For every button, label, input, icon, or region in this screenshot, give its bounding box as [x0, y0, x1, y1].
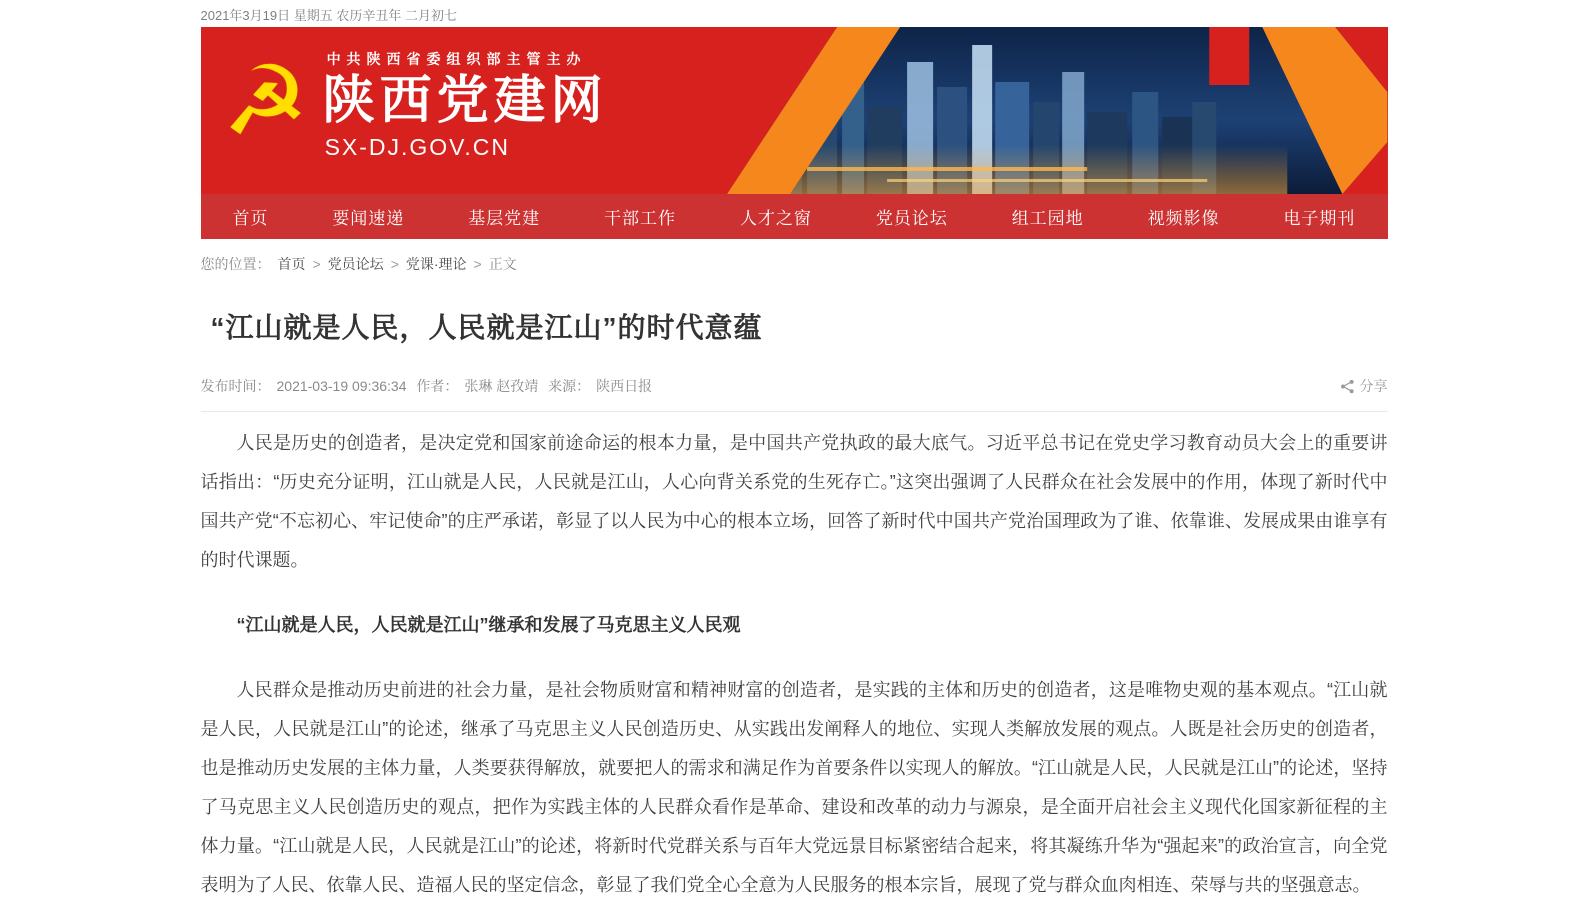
breadcrumb-separator: >: [390, 256, 399, 272]
site-header-banner: [201, 27, 1388, 194]
author-label: 作者：: [416, 378, 459, 394]
main-nav: [201, 194, 1388, 239]
nav-item-org-garden[interactable]: 组工园地: [1011, 209, 1084, 228]
breadcrumb-separator: >: [473, 256, 482, 272]
nav-item-grassroots[interactable]: 基层党建: [468, 209, 541, 228]
site-name: 陕西党建网: [322, 72, 608, 130]
source-value: 陕西日报: [596, 378, 653, 394]
nav-item-talent[interactable]: 人才之窗: [739, 209, 812, 228]
supervisor-line: 中共陕西省委组织部主管主办: [326, 51, 587, 67]
share-button[interactable]: [1340, 376, 1388, 396]
publish-time-value: 2021-03-19 09:36:34: [276, 378, 407, 394]
breadcrumb-party-theory[interactable]: 党课·理论: [405, 256, 467, 272]
article-paragraph: 人民是历史的创造者，是决定党和国家前途命运的根本力量，是中国共产党执政的最大底气。习近平总书记在党史学习教育动员大会上的重要讲话指出：“历史充分证明，江山就是人民，人民就是江山，人心向背关系党的生死存亡。”这突出强调了人民群众在社会发展中的作用，体现了新时代中国共产党“不忘初心、牢记使命”的庄严承诺，彰显了以人民为中心的根本立场，回答了新时代中国共产党治国理政为了谁、依靠谁、发展成果由谁享有的时代课题。: [200, 433, 1388, 570]
hammer-sickle-icon: ☭: [222, 48, 309, 156]
nav-item-video[interactable]: 视频影像: [1147, 209, 1220, 228]
nav-item-cadre-work[interactable]: 干部工作: [604, 209, 677, 228]
breadcrumb-home[interactable]: 首页: [277, 256, 306, 272]
brand-text: [323, 43, 608, 161]
breadcrumb-separator: >: [312, 256, 321, 272]
page-container: [201, 0, 1388, 905]
breadcrumb-member-forum[interactable]: 党员论坛: [327, 256, 384, 272]
article-subheading: “江山就是人民，人民就是江山”继承和发展了马克思主义人民观: [236, 615, 741, 635]
nav-item-member-forum[interactable]: 党员论坛: [875, 209, 948, 228]
share-label: 分享: [1359, 378, 1388, 394]
breadcrumb-label: 您的位置：: [200, 256, 271, 272]
source-label: 来源：: [548, 378, 591, 394]
publish-time-label: 发布时间：: [200, 378, 271, 394]
article-meta: [201, 376, 659, 396]
share-icon: [1340, 379, 1355, 394]
article-meta-row: [201, 376, 1388, 412]
nav-item-ejournal[interactable]: 电子期刊: [1283, 209, 1356, 228]
date-line: 2021年3月19日 星期五 农历辛丑年 二月初七: [200, 8, 457, 23]
breadcrumb-current: 正文: [488, 256, 517, 272]
nav-item-home[interactable]: 首页: [232, 209, 269, 228]
nav-item-news[interactable]: 要闻速递: [332, 209, 405, 228]
article-title: “江山就是人民，人民就是江山”的时代意蕴: [210, 312, 763, 343]
article-body: [201, 424, 1388, 905]
site-domain: SX-DJ.GOV.CN: [324, 134, 511, 161]
article-paragraph: 人民群众是推动历史前进的社会力量，是社会物质财富和精神财富的创造者，是实践的主体和历史的创造者，这是唯物史观的基本观点。“江山就是人民，人民就是江山”的论述，继承了马克思主义人民创造历史、从实践出发阐释人的地位、实现人类解放发展的观点。人既是社会历史的创造者，也是推动历史发展的主体力量，人类要获得解放，就要把人的需求和满足作为首要条件以实现人的解放。“江山就是人民，人民就是江山”的论述，坚持了马克思主义人民创造历史的观点，把作为实践主体的人民群众看作是革命、建设和改革的动力与源泉，是全面开启社会主义现代化国家新征程的主体力量。“江山就是人民，人民就是江山”的论述，将新时代党群关系与百年大党远景目标紧密结合起来，将其凝练升华为“强起来”的政治宣言，向全党表明为了人民、依靠人民、造福人民的坚定信念，彰显了我们党全心全意为人民服务的根本宗旨，展现了党与群众血肉相连、荣辱与共的坚强意志。: [200, 680, 1388, 895]
city-skyline-photo: [687, 27, 1387, 194]
site-brand[interactable]: [223, 43, 608, 161]
author-value: 张琳 赵孜靖: [464, 378, 539, 394]
breadcrumb: [201, 254, 1388, 274]
